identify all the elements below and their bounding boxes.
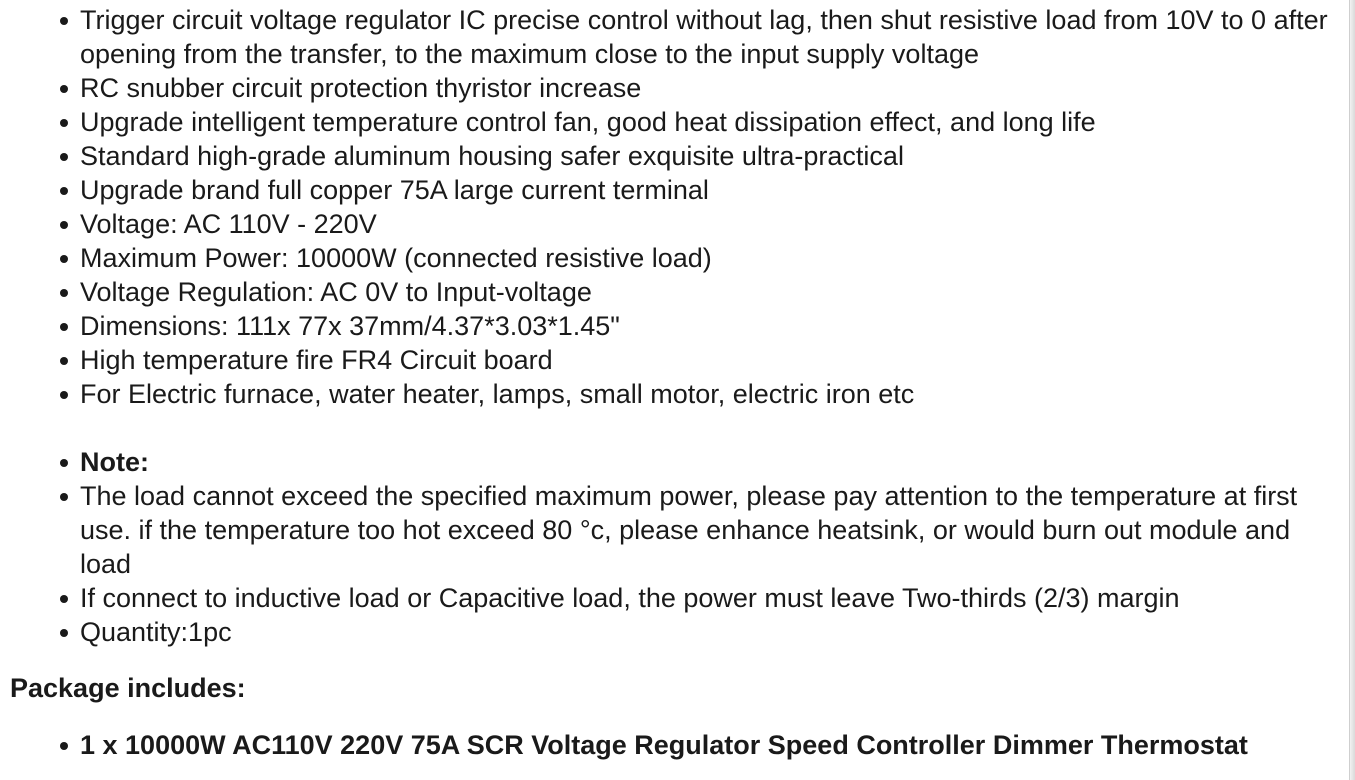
list-item: Voltage Regulation: AC 0V to Input-voltage (80, 275, 1345, 309)
note-item: If connect to inductive load or Capacitive load, the power must leave Two-thirds (2/3) margin (80, 581, 1345, 615)
list-item: High temperature fire FR4 Circuit board (80, 343, 1345, 377)
package-heading: Package includes: (10, 673, 246, 703)
package-list (0, 728, 1345, 762)
page-edge-divider (1349, 0, 1355, 780)
list-item: For Electric furnace, water heater, lamps, small motor, electric iron etc (80, 377, 1345, 411)
list-item: Voltage: AC 110V - 220V (80, 207, 1345, 241)
note-item: The load cannot exceed the specified maximum power, please pay attention to the temperature at first use. if the temperature too hot exceed 80 °c, please enhance heatsink, or would burn out module and load (80, 479, 1345, 581)
list-item: Upgrade intelligent temperature control fan, good heat dissipation effect, and long life (80, 105, 1345, 139)
package-item: 1 x 10000W AC110V 220V 75A SCR Voltage Regulator Speed Controller Dimmer Thermostat (80, 728, 1345, 762)
list-spacer (80, 411, 1345, 445)
features-list (0, 3, 1345, 649)
list-item: Dimensions: 111x 77x 37mm/4.37*3.03*1.45" (80, 309, 1345, 343)
note-heading: Note: (80, 445, 1345, 479)
product-description (0, 3, 1345, 762)
list-item: Standard high-grade aluminum housing safer exquisite ultra-practical (80, 139, 1345, 173)
list-item: RC snubber circuit protection thyristor increase (80, 71, 1345, 105)
list-item: Trigger circuit voltage regulator IC precise control without lag, then shut resistive load from 10V to 0 after opening from the transfer, to the maximum close to the input supply voltage (80, 3, 1345, 71)
list-item: Maximum Power: 10000W (connected resistive load) (80, 241, 1345, 275)
list-item: Upgrade brand full copper 75A large current terminal (80, 173, 1345, 207)
note-item: Quantity:1pc (80, 615, 1345, 649)
